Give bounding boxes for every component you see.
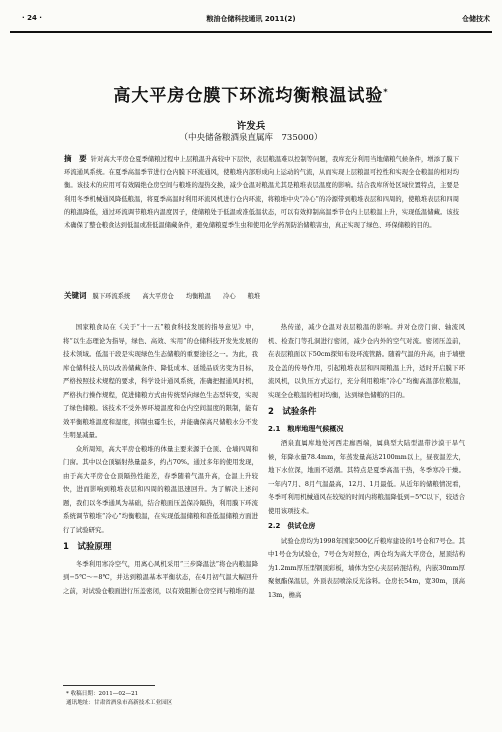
body-paragraph: 国家粮食局在《关于“十一五”粮食科技发展的指导意见》中，将“以生态理论为指导，绿色、高效、实用”的仓储科技开发先发展的技术领域。低温干段是实现绿色生态储粮的重要途径之一。为此，我库仓储科技人员以改善储藏条件、降低成本、延缓品质劣变为目标，严格按照技术规程的要求，科学设计通风系统，准确把握通风时机，严格执行操作规程，促进储粮方式由传统型向绿色生态型转变，实现了绿色储粮。该技术不受外界环境温度和仓内空间温度的限制，能有效平衡粮堆温度和湿度，抑制虫霉生长，并能确保高尺储粮水分不发生明显减量。 <box>63 323 258 439</box>
page-number: · 24 · <box>22 14 42 22</box>
body-paragraph: 热传递，减少仓温对表层粮温的影响。并对仓房门窗、轴流风机、检查门等孔洞进行密闭，减少仓内外的空气对流。密闭压盖前，在表层粮面以下50cm探知布设环流管路。随着气温的升高，由于墙壁及仓盖的传导作用，引起粮堆表层和四周粮温上升，适时开启膜下环流风机，以负压方式运行，充分利用粮堆“冷心”均衡高温部位粮温，实现全仓粮温的相对均衡，达到绿色储粮的目的。 <box>268 323 465 399</box>
body-paragraph: 酒泉直属库地处河西走廊西端，属典型大陆型温带沙漠干旱气候，年降水量78.4mm，年蒸发量高达2100mm以上，昼夜温差大，地下水位深，地面不返潮。其特点是夏季高温干热，冬季寒冷干燥。一年内7月、8月气温最高，12月、1月最低。从近年的储粮情况看，冬季可利用机械通风在较短的时间内将粮温降低到−5℃以下，较适合使用该项技术。 <box>268 439 465 515</box>
section-heading: 1 试验原理 <box>63 542 112 552</box>
author: 许发兵 <box>236 121 266 132</box>
keywords-label: 关键词 <box>64 291 87 300</box>
section-heading: 2 试验条件 <box>268 407 317 417</box>
right-column <box>268 321 465 602</box>
keyword: 冷心 <box>223 293 236 300</box>
keywords <box>64 290 459 301</box>
subsection-heading: 2.2 供试仓房 <box>268 522 316 530</box>
paper-title <box>0 81 502 106</box>
body-paragraph: 众所周知，高大平房仓粮堆的体量主要来源于仓顶、仓墙四周和门窗。其中以仓顶辐射热量最多，约占70%。通过多年的使用发现，由于高大平房仓仓顶隔热性能差，春季随着气温升高，仓温上升较快，进而影响到粮堆表层和四周的粮温迅速回升。为了解决上述问题，我们以冬季通风为基础，结合粮面压盖保冷隔热，利用膜下环流系统调节粮堆“冷心”均衡粮温，在实现低温储粮和准低温储粮方面进行了试验研究。 <box>63 444 258 534</box>
body-paragraph: 试验仓房均为1998年国家500亿斤粮库建设的1号仓和7号仓。其中1号仓为试验仓，7号仓为对照仓，两仓均为高大平房仓，屋顶结构为1.2mm厚压型钢顶彩板，墙体为空心夹层砖混结构，内嵌30mm厚聚氨酯保温层，外顶表层喷涂反光涂料。仓房长54m，宽30m，顶高13m，檐高 <box>268 536 465 599</box>
keyword: 膜下环流系统 <box>92 293 131 300</box>
title-footnote-mark: * <box>383 87 389 97</box>
header-rule <box>10 31 492 33</box>
title-text: 高大平房仓膜下环流均衡粮温试验 <box>113 86 384 106</box>
footnote-received: * 收稿日期：2011—02—21 <box>66 691 139 697</box>
body-paragraph: 冬季利用寒冷空气，用离心风机采用“三步降温法”将仓内粮温降到−5℃～−8℃，并达到粮温基本平衡状态，在4月初气温大幅回升之前，对试验仓粮面进行压盖密闭，以有效阻断仓房空间与粮堆的湿 <box>63 559 258 595</box>
running-header <box>10 10 492 28</box>
footnote-rule <box>63 685 155 686</box>
footnote <box>66 690 172 708</box>
abstract-label: 摘 要 <box>64 154 87 163</box>
keyword: 均衡粮温 <box>185 293 211 300</box>
keyword: 粮堆 <box>247 293 261 300</box>
abstract-text: 针对高大平房仓夏季储粮过程中上层粮温升高较中下层快，表层粮温难以控制等问题，我库充分利用当地储粮气候条件，增添了膜下环流通风系统。在夏季高温季节进行仓内膜下环流通风，使粮堆内部形成向上运动的气流，从而实现上层粮温可控性和实现全仓粮温的相对均衡。该技术的应用可有效隔绝仓房空间与粮堆的湿热交换，减少仓温对粮温尤其是粮堆表层温度的影响。结合我库所处区域位置特点，主要是利用冬季机械通风降低粮温，将夏季高温时利用环流风机进行仓内环流，将粮堆中央“冷心”的冷源带到粮堆表层和四周的，使粮堆表层和四周的粮温降低，通过环流调节粮堆内温度因子，使储粮处于低温或准低温状态，可以有效抑制高温季节仓内上层粮温上升，实现低温储藏。该技术确保了整仓粮食达到低温或准低温储藏条件，避免储粮夏季生虫和使用化学药剂防治储粮害虫，真正实现了绿色、环保储粮的目的。 <box>64 156 460 230</box>
footnote-address: 通讯地址：甘肃省酒泉市高新技术工业园区 <box>66 700 173 706</box>
affiliation: （中央储备粮酒泉直属库 735000） <box>179 133 323 143</box>
section-name: 仓储技术 <box>462 15 490 23</box>
keyword: 高大平房仓 <box>142 293 174 300</box>
abstract <box>64 152 459 232</box>
subsection-heading: 2.1 粮库地理气候概况 <box>268 424 344 433</box>
left-column <box>63 321 258 598</box>
journal-name: 粮油仓储科技通讯 2011(2) <box>206 15 296 23</box>
